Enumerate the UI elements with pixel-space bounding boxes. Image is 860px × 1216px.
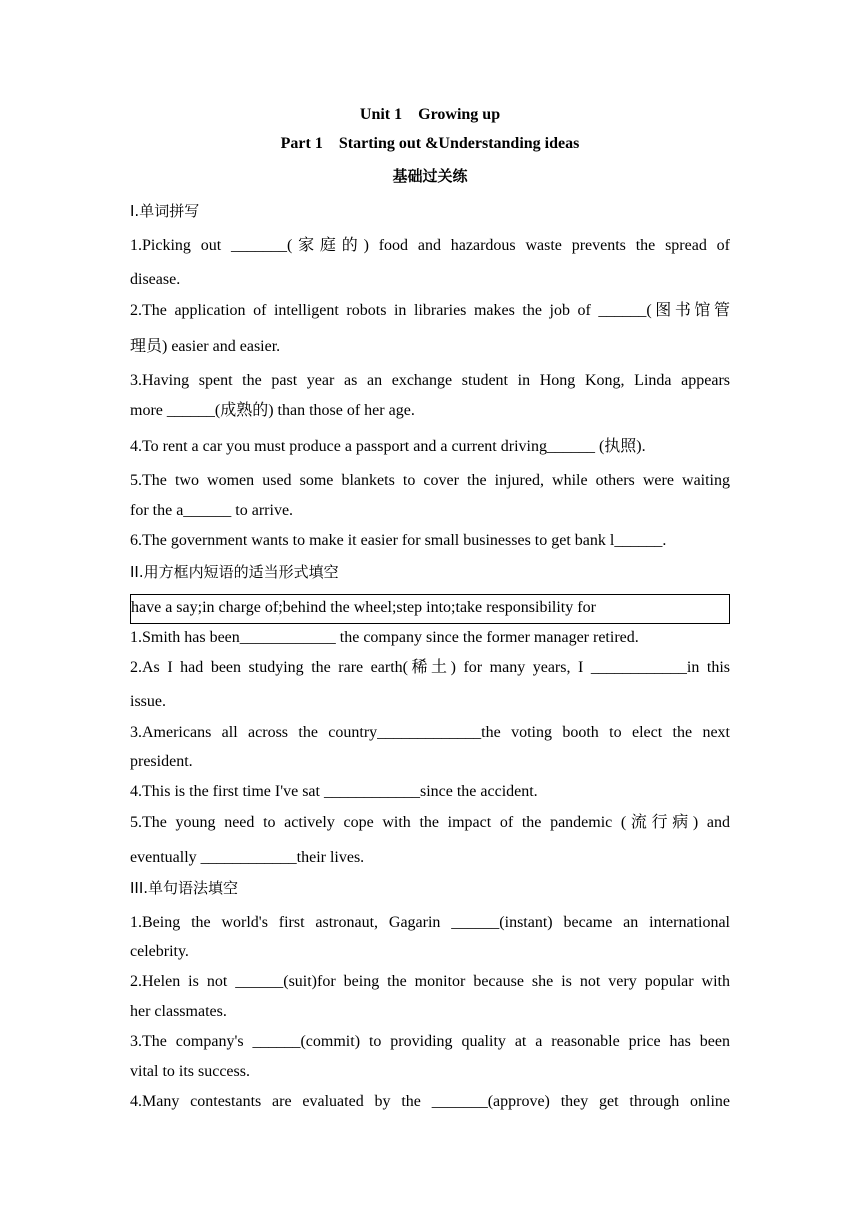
part-subtitle: Part 1 Starting out &Understanding ideas (280, 135, 580, 152)
s2-q5-line2: eventually ____________their lives. (130, 849, 365, 866)
s2-q1: 1.Smith has been____________ the company since the former manager retired. (130, 629, 639, 646)
s1-q1-line2: disease. (130, 271, 181, 288)
s3-q2-line2: her classmates. (130, 1003, 227, 1020)
section3-title: III.单句语法填空 (130, 879, 239, 897)
s2-q2-line2: issue. (130, 693, 166, 710)
s1-q3-line1: 3.Having spent the past year as an exchange student in Hong Kong, Linda appears (130, 372, 730, 389)
section2-title: II.用方框内短语的适当形式填空 (130, 563, 339, 581)
s1-q6: 6.The government wants to make it easier for small businesses to get bank l______. (130, 532, 667, 549)
s2-q3-line2: president. (130, 753, 193, 770)
s2-q3-line1: 3.Americans all across the country_____________the voting booth to elect the next (130, 724, 730, 741)
section1-title: I.单词拼写 (130, 202, 200, 220)
s1-q2-line1: 2.The application of intelligent robots in libraries makes the job of ______(图书馆管 (130, 302, 730, 319)
s1-q3-line2: more ______(成熟的) than those of her age. (130, 402, 415, 419)
s3-q1-line2: celebrity. (130, 943, 189, 960)
s1-q4: 4.To rent a car you must produce a passport and a current driving______ (执照). (130, 438, 646, 455)
s2-q5-line1: 5.The young need to actively cope with the impact of the pandemic (流行病) and (130, 814, 730, 831)
s3-q3-line2: vital to its success. (130, 1063, 250, 1080)
s1-q5-line1: 5.The two women used some blankets to cover the injured, while others were waiting (130, 472, 730, 489)
s1-q2-line2: 理员) easier and easier. (130, 338, 281, 355)
s3-q4-line1: 4.Many contestants are evaluated by the _______(approve) they get through online (130, 1093, 730, 1110)
s3-q3-line1: 3.The company's ______(commit) to providing quality at a reasonable price has been (130, 1033, 730, 1050)
s1-q5-line2: for the a______ to arrive. (130, 502, 294, 519)
s3-q2-line1: 2.Helen is not ______(suit)for being the monitor because she is not very popular with (130, 973, 730, 990)
s1-q1-line1: 1.Picking out _______(家庭的) food and hazardous waste prevents the spread of (130, 237, 730, 254)
s2-q2-line1: 2.As I had been studying the rare earth(稀土) for many years, I ____________in this (130, 659, 730, 676)
section-heading: 基础过关练 (392, 167, 468, 185)
s3-q1-line1: 1.Being the world's first astronaut, Gagarin ______(instant) became an international (130, 914, 730, 931)
unit-title: Unit 1 Growing up (359, 106, 501, 123)
s2-q4: 4.This is the first time I've sat ____________since the accident. (130, 783, 538, 800)
phrase-box: have a say;in charge of;behind the wheel;step into;take responsibility for (130, 594, 730, 624)
